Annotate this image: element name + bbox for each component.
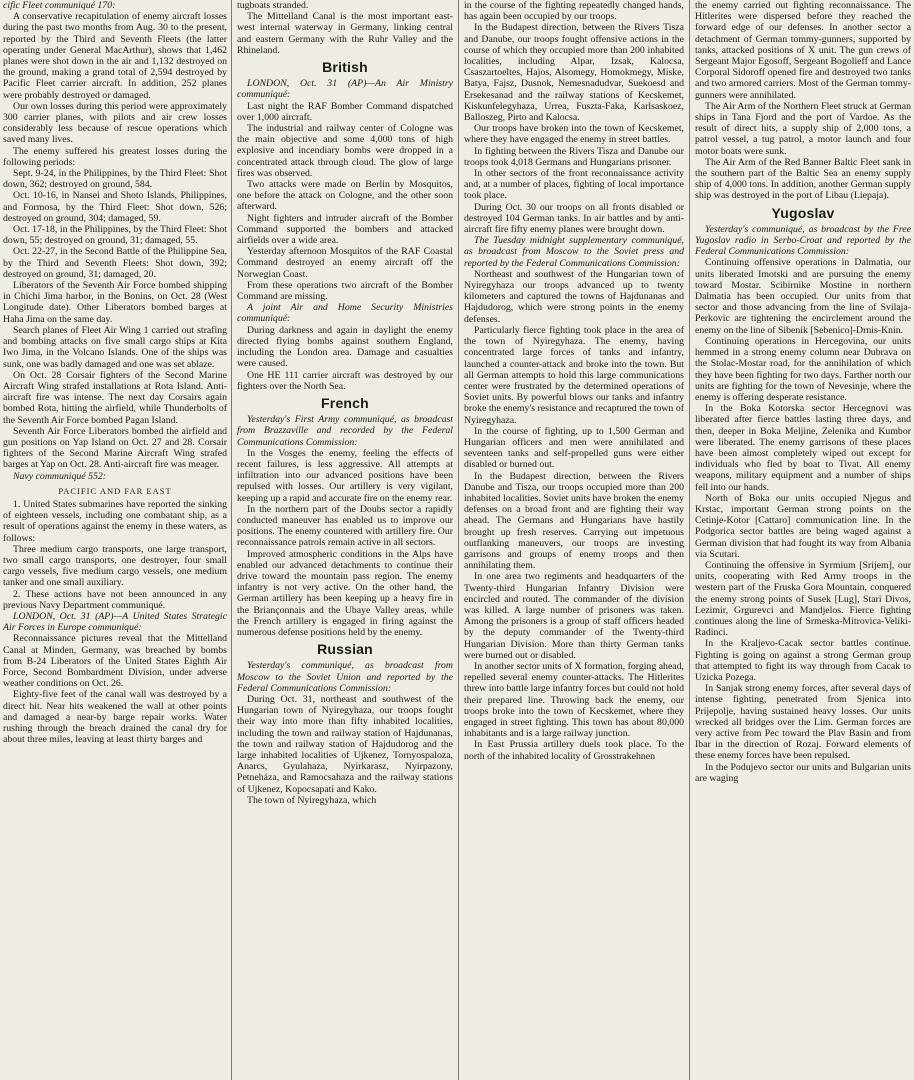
section-heading-french: French	[321, 394, 369, 411]
paragraph: One HE 111 carrier aircraft was destroyed by our fighters over the North Sea.	[237, 369, 453, 392]
paragraph: During Oct. 30 our troops on all fronts disabled or destroyed 104 German tanks. In air battles and by anti-aircraft fire fifty enemy planes were brought down.	[464, 201, 684, 236]
section-heading-british: British	[322, 59, 368, 76]
column-rule	[458, 0, 459, 1080]
paragraph: In other sectors of the front reconnaissance activity and, at a number of places, fighting of local importance took place.	[464, 168, 684, 202]
column-rule	[689, 0, 690, 1080]
paragraph: In the Podujevo sector our units and Bulgarian units are waging	[695, 761, 911, 784]
paragraph: In another sector units of X formation, forging ahead, repelled several enemy counter-attacks. The Hitlerites threw into battle large infantry forces but could not hold their prepared line. Throwing back the enemy, our troops broke into the town of Kecskemet, where they engaged in street fighting. This town has about 80,000 inhabitants and is a large railway junction.	[464, 660, 684, 740]
dateline: LONDON, Oct. 31 (AP)—An Air Ministry communiqué:	[237, 78, 453, 101]
paragraph: Eighty-five feet of the canal wall was destroyed by a direct hit. Near hits weakened the wall at other points and damaged a near-by barge repair works. Water rushing through the breach drained the canal dry for about three miles, leaving at least thirty barges and	[3, 689, 227, 746]
paragraph: Liberators of the Seventh Air Force bombed shipping in Chichi Jima harbor, in the Bonins, on Oct. 28 (West Longitude date). Other Liberators bombed barges at Haha Jima on the same day.	[3, 280, 227, 325]
paragraph: Our troops have broken into the town of Kecskemet, where they have engaged the enemy in street battles.	[464, 123, 684, 146]
paragraph: During Oct. 31, northeast and southwest of the Hungarian town of Nyiregyhaza, our troops fought their way into more than fifty inhabited localities, including the town and railway station of Hajdunanas, the town and railway station of Hajdudorog and the large inhabited localities of Ujkenez, Tornyospalozа, Anarcs, Gyulahaza, Nyirkarasz, Nyirpazony, Petneháza, and Ramocsahaza and the railway stations of Ujkenez, Kopocsapati and Kako.	[237, 693, 453, 795]
paragraph: Continuing operations in Hercegovina, our units hemmed in a strong enemy column near Dubrava on the Stolac-Mostar road, for the annihilation of which they have been fighting for two days. Farther north our units are fighting for the town of Nevesinje, where the enemy is offering desperate resistance.	[695, 335, 911, 403]
dateline: The Tuesday midnight supplementary communiqué, as broadcast from Moscow to the Soviet press and reported by the Federal Communications Commission:	[464, 235, 684, 269]
dateline: A joint Air and Home Security Ministries communiqué:	[237, 302, 453, 325]
paragraph: tugboats stranded.	[237, 0, 309, 11]
paragraph: On Oct. 28 Corsair fighters of the Second Marine Aircraft Wing strafed installations at Rota Island. Anti-aircraft fire was intense. The next day Corsairs again bombed Rota, hitting the airfield, while Thunderbolts of the Seventh Air Force bombed Pagan Island.	[3, 369, 227, 426]
paragraph: Search planes of Fleet Air Wing 1 carried out strafing and bombing attacks on five small cargo ships at Kita Iwo Jima, in the Volcano Islands. One of the ships was sunk, one was badly damaged and one was set ablaze.	[3, 324, 227, 370]
column-3	[461, 0, 687, 1080]
paragraph: Northeast and southwest of the Hungarian town of Nyiregyhaza our troops advanced up to twenty kilometers and captured the towns of Hajdunanas and Hajdudorog, which were strong points in the enemy defenses.	[464, 268, 684, 325]
paragraph: Our own losses during this period were approximately 300 carrier planes, with pilots and air crew losses considerably less because of rescue operations which saved many lives.	[3, 100, 227, 146]
dateline: Yesterday's First Army communiqué, as broadcast from Brazzaville and recorded by the Federal Communications Commission:	[237, 414, 453, 448]
paragraph: Continuing the offensive in Syrmium [Srijem], our units, cooperating with Red Army troops in the western part of the Fruska Gora Mountain, conquered the enemy strong points of Susek [Lug], Stari Divos, Lezimir, Grgurevci and Mandjelos. Fierce fighting continues along the line of Srmeska-Mitrovica-Veliki-Radinci.	[695, 559, 911, 639]
column-1	[0, 0, 230, 1080]
paragraph: The Mittelland Canal is the most important east-west internal waterway in Germany, linking central and eastern Germany with the Ruhr Valley and the Rhineland.	[237, 11, 453, 56]
paragraph: Sept. 9-24, in the Philippines, by the Third Fleet: Shot down, 362; destroyed on ground, 584.	[3, 168, 227, 191]
paragraph: 1. United States submarines have reported the sinking of eighteen vessels, including one combatant ship, as a result of operations against the enemy in these waters, as follows:	[3, 498, 227, 544]
dateline: cific Fleet communiqué 170:	[3, 0, 116, 11]
paragraph: Yesterday afternoon Mosquitos of the RAF Coastal Command destroyed an enemy aircraft off the Norwegian Coast.	[237, 246, 453, 280]
paragraph: Seventh Air Force Liberators bombed the airfield and gun positions on Yap Island on Oct. 27 and 28. Corsair fighters of the Second Marine Aircraft Wing strafed barges at Yap on Oct. 28. Anti-aircraft fire was meager.	[3, 425, 227, 471]
paragraph: Reconnaissance pictures reveal that the Mittelland Canal at Minden, Germany, was breached by bombs from B-24 Liberators of the United States Eighth Air Force, Second Bombardment Division, under adverse weather conditions on Oct. 26.	[3, 633, 227, 690]
section-heading-yugoslav: Yugoslav	[771, 204, 835, 221]
paragraph: Night fighters and intruder aircraft of the Bomber Command supported the bombers and attacked airfields over a wide area.	[237, 212, 453, 247]
paragraph: From these operations two aircraft of the Bomber Command are missing.	[237, 279, 453, 303]
paragraph: A conservative recapitulation of enemy aircraft losses during the past two months from Aug. 30 to the present, reported by the Third and Seventh Fleets (the latter operating under General MacArthur), shows that 1,462 planes were shot down in the air and 1,132 destroyed on the ground, making a grand total of 2,594 destroyed by Pacific Fleet carrier aircraft. In addition, 252 planes were probably destroyed or damaged.	[3, 11, 227, 101]
paragraph: Continuing offensive operations in Dalmatia, our units liberated Imotski and are pursuing the enemy toward Mostar. Scibirnike Mostine in northern Dalmatia has been occupied. Our units from that sector and those advancing from the line of Svilaja-Perkovic are tightening the encirclement around the enemy on the line of Sibenik [Sebenico]-Drnis-Knin.	[695, 257, 911, 336]
paragraph: The enemy suffered his greatest losses during the following periods:	[3, 145, 227, 168]
paragraph: In the Boka Kotorska sector Hercegnovi was liberated after fierce battles lasting three days, and then, deeper in Boka Meljine, Zelenika and Kumbor were liberated. The enemy garrisons of these places have been almost completely wiped out except for individuals who fled by boat to Tivat. All enemy weapons, military equipment and a number of ships fell into our hands.	[695, 403, 911, 493]
paragraph: The Air Arm of the Northern Fleet struck at German ships in Tana Fjord and the port of Vardoe. As the result of direct hits, a supply ship of 2,000 tons, a patrol vessel, a tug patrol, a motor launch and four motor boats were sunk.	[695, 100, 911, 157]
paragraph: in the course of the fighting repeatedly changed hands, has again been occupied by our troops.	[464, 0, 684, 23]
section-heading-russian: Russian	[317, 641, 373, 658]
paragraph: Oct. 17-18, in the Philippines, by the Third Fleet: Shot down, 55; destroyed on ground, 31; damaged, 55.	[3, 224, 227, 247]
dateline: Yesterday's communiqué, as broadcast from Moscow to the Soviet Union and reported by the Federal Communications Commission:	[237, 660, 453, 694]
paragraph: In the Kraljevo-Cacak sector battles continue. Fighting is going on against a strong German group that attempted to fight its way through from Cacak to Uzicka Pozega.	[695, 638, 911, 683]
paragraph: the enemy carried out fighting reconnaissance. The Hitlerites were dispersed before they reached the forward edge of our defenses. In another sector a detachment of German tommy-gunners, supported by tanks, attacked positions of X unit. The gun crews of Sergeant Major Egosoff, Sergeant Bogolieff and Lance Corporal Sidoroff opened fire and destroyed two tanks and two armored carriers. Most of the German tommy-gunners were annihilated.	[695, 0, 911, 101]
paragraph: In the northern part of the Doubs sector a rapidly conducted maneuver has enabled us to improve our positions. The enemy countered with artillery fire. Our reconnaissance patrols remain active in all sectors.	[237, 503, 453, 549]
paragraph: In the course of fighting, up to 1,500 German and Hungarian officers and men were annihilated and seventeen tanks and self-propelled guns were either disabled or burned out.	[464, 425, 684, 471]
dateline: Navy communiqué 552:	[13, 470, 107, 482]
paragraph: Two attacks were made on Berlin by Mosquitos, one before the attack on Cologne, and the other soon afterward.	[237, 179, 453, 213]
paragraph: Oct. 22-27, in the Second Battle of the Philippine Sea, by the Third and Seventh Fleets: Shot down, 392; destroyed on ground, 31; damaged, 20.	[3, 246, 227, 280]
paragraph: Particularly fierce fighting took place in the area of the town of Nyiregyhaza. The enemy, having concentrated large forces of tanks and infantry, launched a counter-attack and broke into the town. But all German attempts to hold this large communications center were frustrated by the determined operations of Soviet units. By powerful blows our tanks and infantry broke the enemy's resistance and recaptured the town of Nyiregyhaza.	[464, 324, 684, 426]
paragraph: Three medium cargo transports, one large transport, two small cargo transports, one destroyer, four small cargo vessels, five medium cargo vessels, one medium tanker and one small auxiliary.	[3, 543, 227, 589]
paragraph: During darkness and again in daylight the enemy directed flying bombs against southern England, including the London area. Damage and casualties were caused.	[237, 324, 453, 370]
paragraph: 2. These actions have not been announced in any previous Navy Department communiqué.	[3, 588, 227, 611]
paragraph: In one area two regiments and headquarters of the Twenty-third Hungarian Infantry Division were encircled and routed. The commander of the division was killed. A large number of prisoners was taken. Among the prisoners is a group of staff officers headed by the deputy commander of the Twenty-third Hungarian Division. More than thirty German tanks were burned out or disabled.	[464, 571, 684, 661]
paragraph: North of Boka our units occupied Njegus and Krstac, important German strong points on the Cetinje-Kotor [Cattaro] communication line. In the Podgorica sector battles are being waged against a German division that had fought its way from Albania via Scutari.	[695, 492, 911, 560]
column-rule	[231, 0, 232, 1080]
paragraph: The town of Nyiregyhaza, which	[247, 794, 377, 806]
paragraph: The Air Arm of the Red Banner Baltic Fleet sank in the southern part of the Baltic Sea an enemy supply ship of 4,000 tons. In addition, another German supply ship was destroyed in the port of Libau (Liepaja).	[695, 156, 911, 202]
dateline: LONDON, Oct. 31 (AP)—A United States Strategic Air Forces in Europe communiqué:	[3, 610, 227, 634]
paragraph: Oct. 10-16, in Nansei and Shoto Islands, Philippines, and Formosa, by the Third Fleet: Shot down, 526; destroyed on ground, 304; damaged, 59.	[3, 190, 227, 224]
paragraph: In East Prussia artillery duels took place. To the north of the inhabited locality of Grosstrakehnen	[464, 739, 684, 762]
paragraph: In Sanjak strong enemy forces, after several days of intense fighting, penetrated from Sjenica into Prijepolje, having sustained heavy losses. Our units wrecked all bridges over the Lim. German forces are very active from Pec toward the Plav Basin and from Ibar in the direction of Rozaj. Forward elements of these enemy forces have been repulsed.	[695, 683, 911, 762]
subheading: PACIFIC AND FAR EAST	[58, 485, 172, 496]
column-4	[692, 0, 914, 1080]
paragraph: The industrial and railway center of Cologne was the main objective and some 4,000 tons of high explosive and incendiary bombs were dropped in a concentrated attack through cloud. The glow of large fires was observed.	[237, 123, 453, 179]
dateline: Yesterday's communiqué, as broadcast by the Free Yugoslav radio in Serbo-Croat and reported by the Federal Communications Commission:	[695, 223, 911, 258]
paragraph: Last night the RAF Bomber Command dispatched over 1,000 aircraft.	[237, 100, 453, 123]
paragraph: Improved atmospheric conditions in the Alps have enabled our advanced detachments to continue their drive toward the mountain pass region. The enemy infantry is not very active. On the other hand, the German artillery has been keeping up a heavy fire in the Briançonnais and the Ubaye Valley areas, while the French artillery is engaged in firing against the numerous defense positions held by the enemy.	[237, 548, 453, 638]
paragraph: In fighting between the Rivers Tisza and Danube our troops took 4,018 Germans and Hungarians prisoner.	[464, 145, 684, 168]
paragraph: In the Vosges the enemy, feeling the effects of recent failures, is less aggressive. All attempts at infiltration into our advanced positions have been repulsed with losses. Our artillery is very vigilant, keeping up a rapid and accurate fire on the enemy rear.	[237, 447, 453, 504]
column-2	[234, 0, 456, 1080]
paragraph: In the Budapest direction, between the Rivers Tisza and Danube, our troops fought offensive actions in the course of which they occupied more than 200 inhabited localities, including Alpar, Izsak, Kalocsa, Csaszartoeltes, Hajos, Alsomegy, Homokmegy, Miske, Batya, Fajsz, Dusnok, Nemesnadudvar, Suekoesd and Ersekesanad and the railway stations of Kecskemet, Kiskunfelegyhaza, Urrea, Fuszta-Faka, Karlsaskoez, Balloszeg, Pirto and Kalocsa.	[464, 22, 684, 124]
paragraph: In the Budapest direction, between the Rivers Danube and Tisza, our troops occupied more than 200 inhabited localities. Soviet units have broken the enemy defenses on a broad front and are fighting their way ahead. The Germans and Hungarians have hastily brought up fresh reserves. Carrying out impetuous outflanking maneuvers, our troops are investing garrisons and groups of enemy troops and then annihilating them.	[464, 470, 684, 572]
